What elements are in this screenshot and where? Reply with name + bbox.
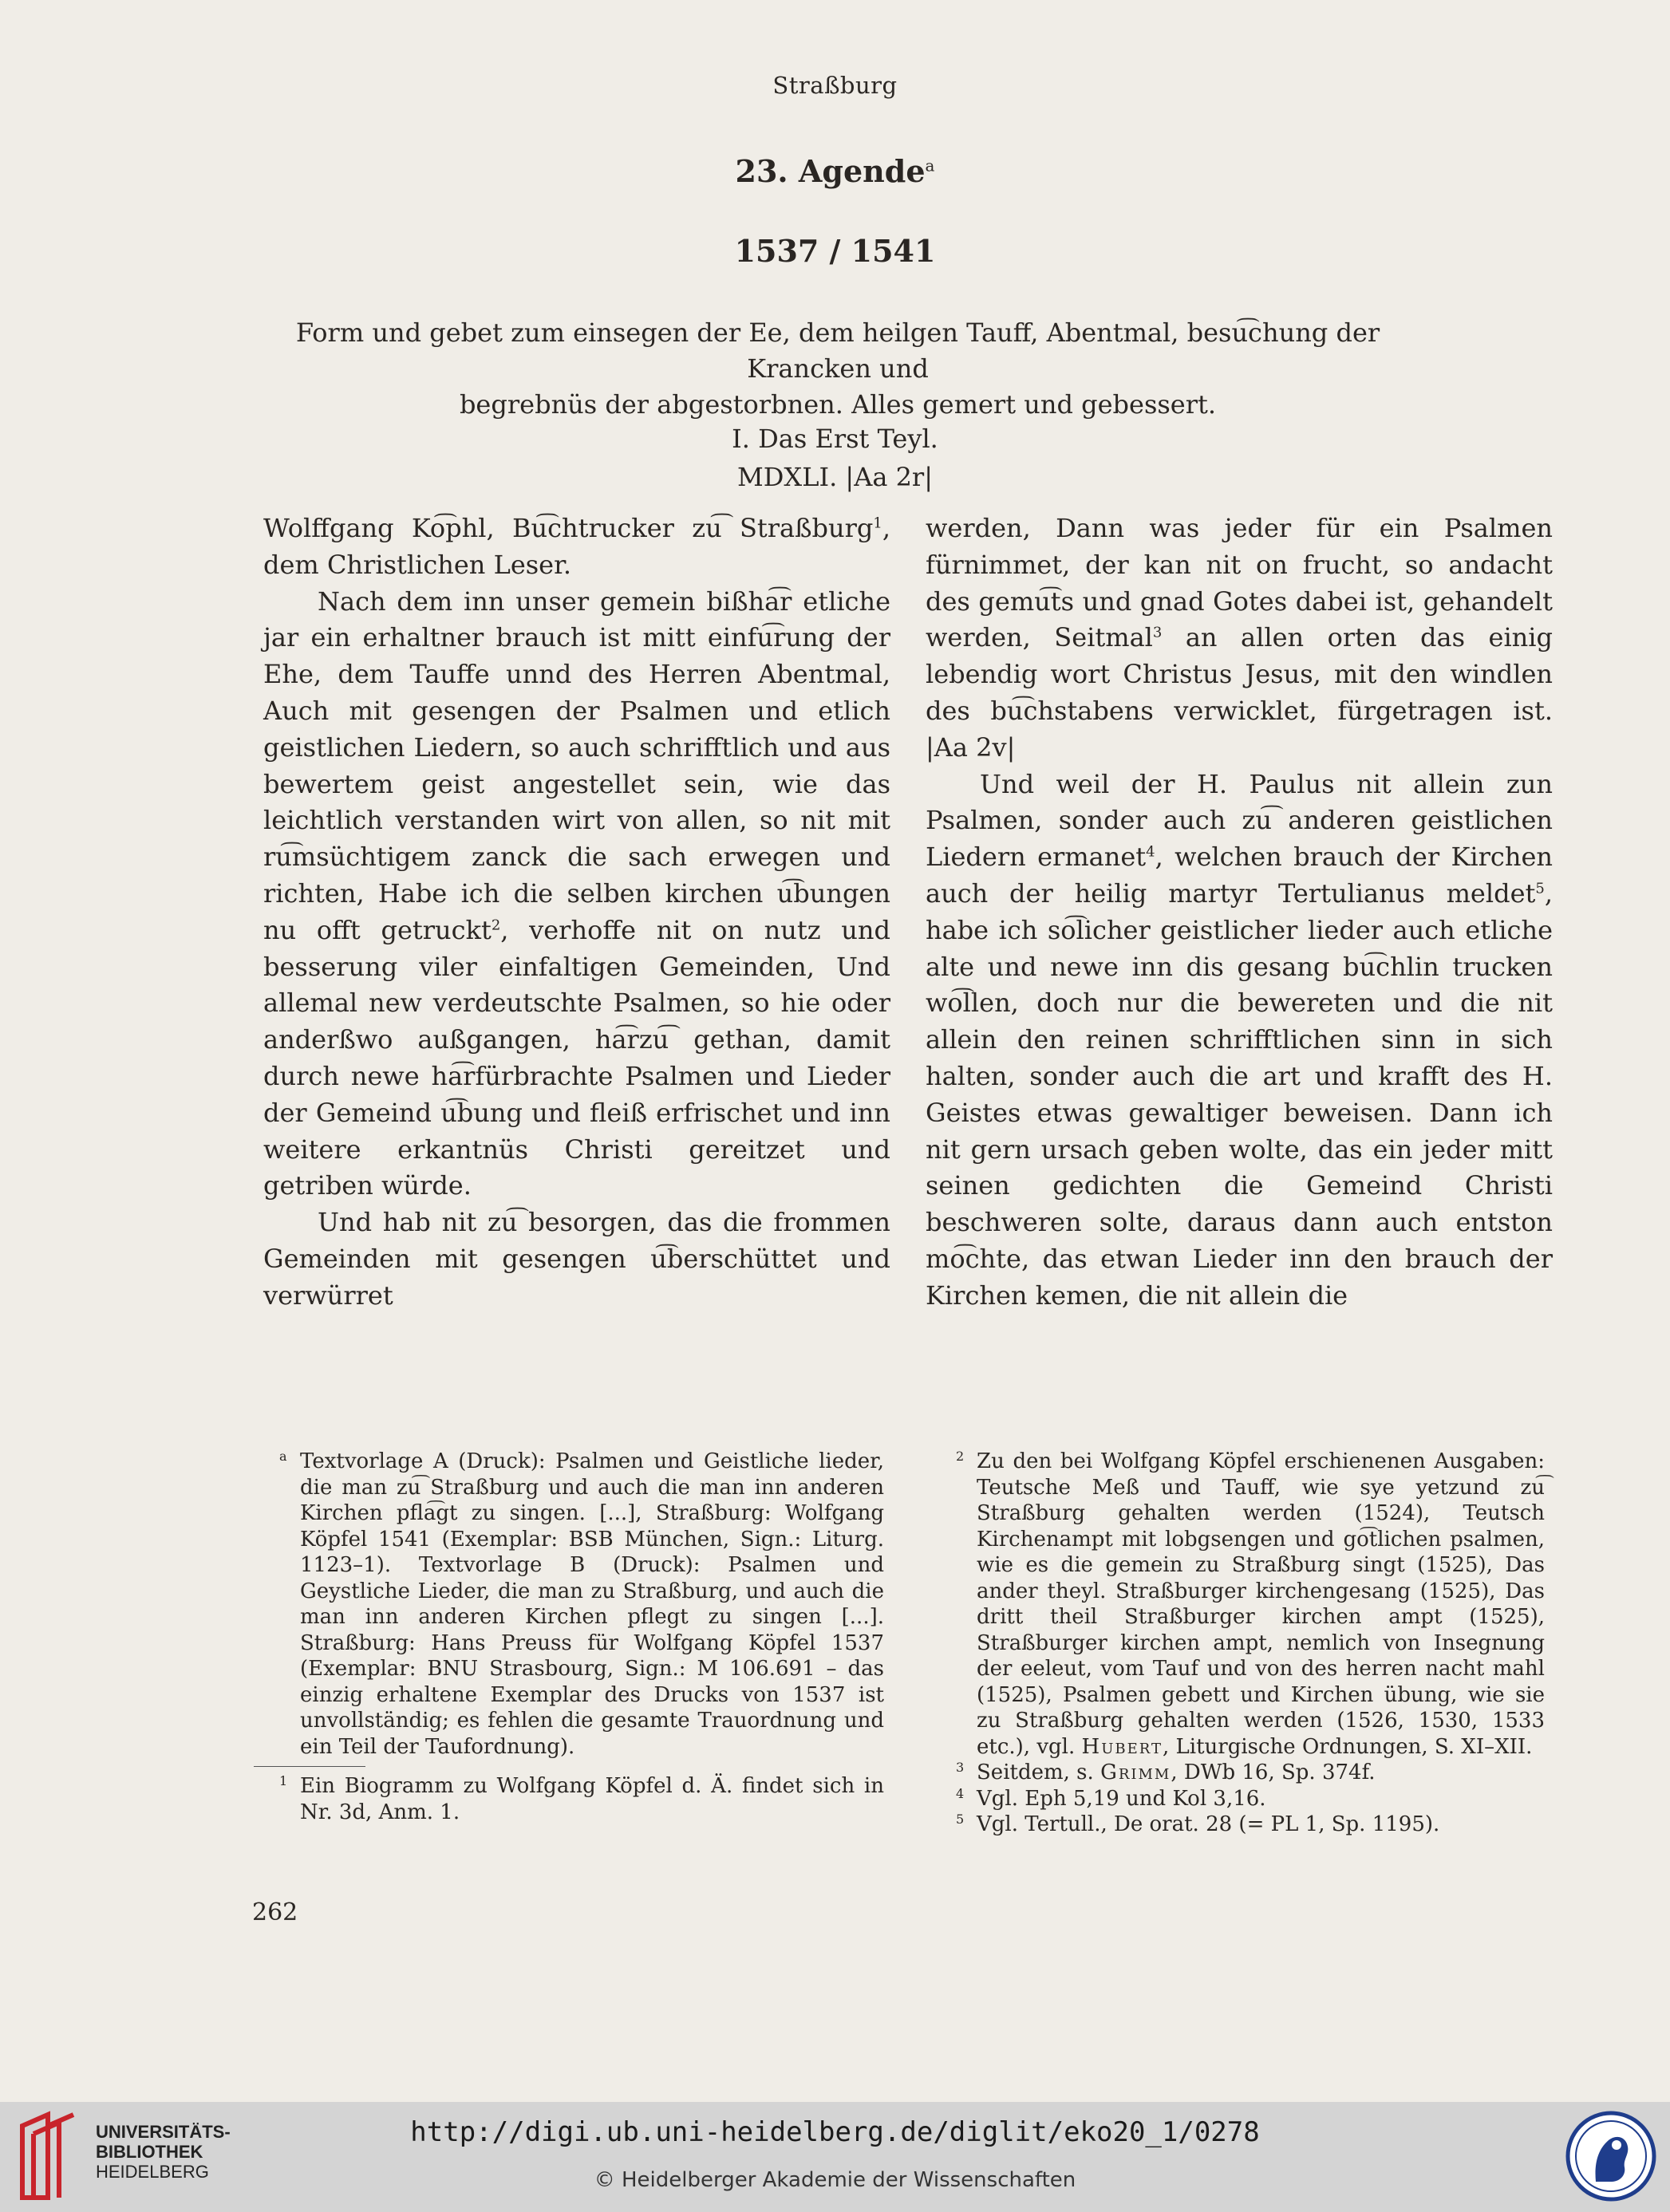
text-span: , welchen brauch der Kirchen auch der heilig martyr Tertulianus meldet [926,842,1554,909]
footnote-text: , Liturgische Ordnungen, S. XI–XII. [1162,1734,1533,1759]
footnote-mark: 5 [956,1812,965,1827]
footnote [930,1812,1545,1838]
footnote-divider [254,1766,365,1767]
library-name-line: BIBLIOTHEK [96,2142,203,2162]
paragraph [926,767,1553,1315]
paragraph [263,511,890,584]
text-column-left [263,511,890,1315]
paragraph [926,511,1553,767]
footnotes-left [254,1449,884,1825]
academy-seal-icon[interactable] [1564,2108,1658,2204]
document-title [0,153,1670,189]
footnote-text: Vgl. Eph 5,19 und Kol 3,16. [977,1786,1266,1811]
footnote-mark: 2 [956,1449,965,1464]
footnote [930,1786,1545,1812]
part-date: MDXLI. |Aa 2r| [736,462,933,492]
running-head: Straßburg [772,72,898,99]
library-name-line: UNIVERSITÄTS- [96,2122,231,2142]
paragraph [263,584,890,1205]
footnotes-right [930,1449,1545,1838]
text-column-right [926,511,1553,1315]
footnote-mark: a [279,1449,287,1464]
text-span: Wolffgang Ko͡phl, Bu͡chtrucker zu͡ Straßburg [263,513,874,543]
title-footnote-mark[interactable]: a [925,156,935,175]
footnote-ref[interactable]: 1 [873,515,882,532]
text-span: werden, Dann was jeder für ein Psalmen fürnimmet, der kan nit on frucht, so andacht des gemu͡ts und gnad Gotes dabei ist, gehandelt werden, Seitmal [926,513,1553,653]
footnote-text: Zu den bei Wolfgang Köpfel erschienenen Ausgaben: Teutsche Meß und Tauff, wie sye yetzund zu͡ Straßburg gehalten werden (1524), Teutsch Kirchenampt mit lobgsengen und go͡tlichen psalmen, wie es die gemein zu Straßburg singt (1525), Das ander theyl. Straßburger kirchengesang (1525), Das dritt theil Straßburger kirchen ampt (1525), Straßburger kirchen ampt, nemlich von Insegnung der eeleut, vom Tauf und von des herren nacht mahl (1525), Psalmen gebett und Kirchen übung, wie sie zu Straßburg gehalten werden (1526, 1530, 1533 etc.), vgl. [977,1449,1545,1759]
text-span: , dem Christlichen Leser. [263,513,890,580]
library-name-line: HEIDELBERG [96,2162,209,2182]
footnote-ref[interactable]: 4 [1146,843,1155,861]
footnote-mark: 3 [956,1760,965,1775]
footnote-text: Vgl. Tertull., De orat. 28 (= PL 1, Sp. 1195). [977,1812,1440,1836]
text-span: Und weil der H. Paulus nit allein zun Psalmen, sonder auch zu͡ anderen geistlichen Liedern ermanet [926,768,1553,873]
footnote-text: Seitdem, s. [977,1761,1101,1784]
footnote-mark: 1 [279,1773,288,1788]
footnote-text: , DWb 16, Sp. 374f. [1171,1761,1376,1784]
permalink-url[interactable]: http://digi.ub.uni-heidelberg.de/diglit/eko20_1/0278 [410,2116,1260,2148]
footnote-ref[interactable]: 3 [1152,624,1163,641]
page-number: 262 [252,1899,298,1926]
footnote-ref[interactable]: 2 [491,917,501,934]
part-title: I. Das Erst Teyl. [732,424,938,454]
paragraph: Und hab nit zu͡ besorgen, das die frommen Gemeinden mit gesengen u͡berschüttet und verwürret [263,1207,890,1311]
full-title-line: begrebnüs der abgestorbnen. Alles gemert und gebessert. [459,389,1217,420]
full-title-line: Form und gebet zum einsegen der Ee, dem heilgen Tauff, Abentmal, besu͡chung der Krancken und [295,317,1380,384]
author-name: Hubert [1081,1734,1163,1759]
footnote [254,1449,884,1760]
text-span: Nach dem inn unser gemein bißha͡r etliche jar ein erhaltner brauch ist mitt einfu͡rung der Ehe, dem Tauffe unnd des Herren Abentmal, Auch mit gesengen der Psalmen und etlich geistlichen Liedern, so auch schrifftlich und aus bewertem geist angestellet sein, wie das leichtlich verstanden wirt von allen, so nit mit ru͡msüchtigem zanck die sach erwegen und richten, Habe ich die selben kirchen u͡bungen nu offt getruckt [263,586,890,945]
footnote [930,1760,1545,1786]
footnote-ref[interactable]: 5 [1535,880,1545,897]
document-dates: 1537 / 1541 [734,233,936,269]
copyright-notice: © Heidelberger Akademie der Wissenschaften [594,2168,1076,2192]
author-name: Grimm [1100,1761,1171,1784]
footnote [254,1773,884,1825]
full-title [287,315,1388,423]
footnote-text: Textvorlage A (Druck): Psalmen und Geistliche lieder, die man zu͡ Straßburg und auch die man inn anderen Kirchen pfla͡gt zu singen. [...], Straßburg: Wolfgang Köpfel 1541 (Exemplar: BSB München, Sign.: Liturg. 1123–1). Textvorlage B (Druck): Psalmen und Geystliche Lieder, die man zu Straßburg, und auch die man inn anderen Kirchen pflegt zu singen [...]. Straßburg: Hans Preuss für Wolfgang Köpfel 1537 (Exemplar: BNU Strasbourg, Sign.: M 106.691 – das einzig erhaltene Exemplar des Drucks von 1537 ist unvollständig; es fehlen die gesamte Trauordnung und ein Teil der Taufordnung). [300,1449,884,1759]
text-span: an allen orten das einig lebendig wort Christus Jesus, mit den windlen des bu͡chstabens verwicklet, fürgetragen ist. |Aa 2v| [926,622,1554,763]
title-text: 23. Agende [735,153,926,189]
footnote-mark: 4 [956,1785,965,1801]
part-heading [0,420,1670,496]
footnote [930,1449,1545,1760]
footnote-text: Ein Biogramm zu Wolfgang Köpfel d. Ä. findet sich in Nr. 3d, Anm. 1. [300,1774,884,1824]
text-span: , habe ich so͡licher geistlicher lieder auch etliche alte und newe inn dis gesang bu͡chlin trucken wo͡llen, doch nur die bewereten und die nit allein den reinen schrifftlichen sinn in sich halten, sonder auch die art und krafft des H. Geistes etwas gewaltiger beweisen. Dann ich nit gern ursach geben wolte, das ein jeder mitt seinen gedichten die Gemeind Christi beschweren solte, daraus dann auch entston mo͡chte, das etwan Lieder inn den brauch der Kirchen kemen, die nit allein die [926,877,1553,1311]
text-span: , verhoffe nit on nutz und besserung viler einfaltigen Gemeinden, Und allemal new verdeutschte Psalmen, so hie oder anderßwo außgangen, ha͡rzu͡ gethan, damit durch newe ha͡rfürbrachte Psalmen und Lieder der Gemeind u͡bung und fleiß erfrischet und inn weitere erkantnüs Christi gereitzet und getriben würde. [263,914,891,1201]
